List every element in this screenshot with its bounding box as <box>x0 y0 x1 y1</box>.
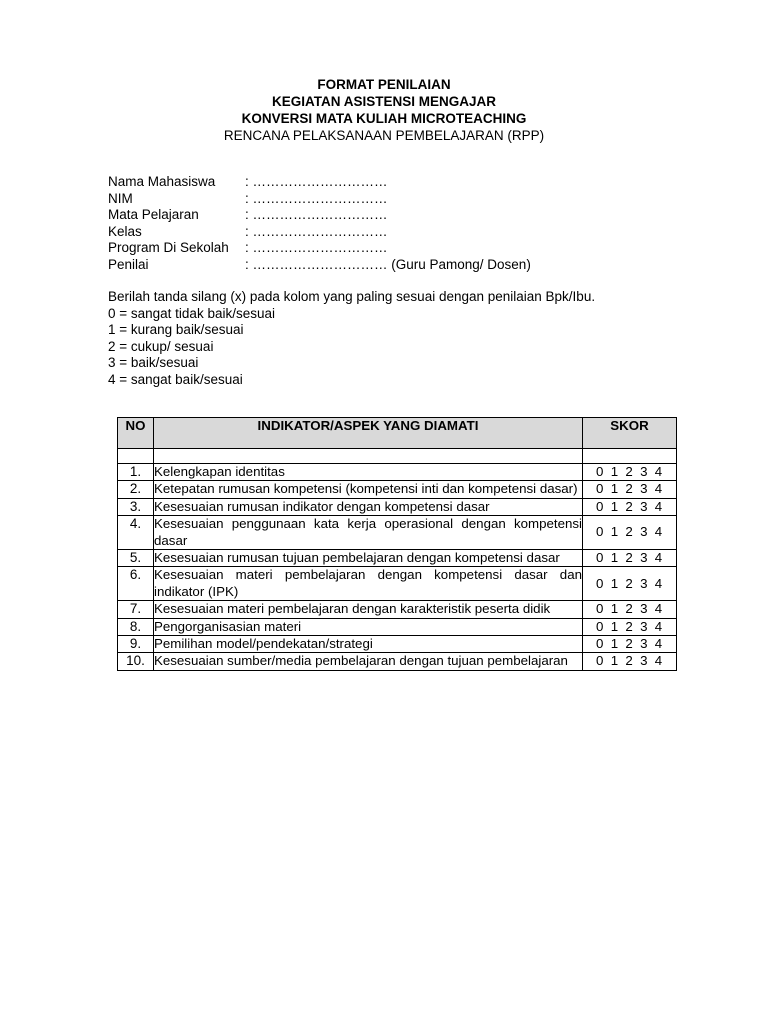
table-row <box>118 636 677 653</box>
spacer-cell <box>118 449 154 464</box>
field-nama-mahasiswa <box>108 174 531 191</box>
row-indicator: Kesesuaian sumber/media pembelajaran dengan tujuan pembelajaran <box>154 653 583 670</box>
row-number: 8. <box>118 618 154 635</box>
row-number: 3. <box>118 498 154 515</box>
field-value: : ………………………… <box>245 174 388 189</box>
row-number: 7. <box>118 601 154 618</box>
field-mata-pelajaran <box>108 207 531 224</box>
row-score-options[interactable]: 0 1 2 3 4 <box>583 550 677 567</box>
table-row <box>118 516 677 550</box>
field-label: Nama Mahasiswa <box>108 174 216 189</box>
title-line-2: KEGIATAN ASISTENSI MENGAJAR <box>271 94 496 109</box>
field-value: : ………………………… <box>245 190 388 206</box>
row-number: 1. <box>118 464 154 481</box>
row-indicator: Kesesuaian penggunaan kata kerja operasional dengan kompetensi dasar <box>154 516 582 548</box>
title-line-4: RENCANA PELAKSANAAN PEMBELAJARAN (RPP) <box>223 128 545 143</box>
row-score-options[interactable]: 0 1 2 3 4 <box>583 601 677 618</box>
field-value: : ………………………… <box>245 223 388 239</box>
field-penilai <box>108 257 531 274</box>
row-number: 6. <box>118 567 154 601</box>
row-score-options[interactable]: 0 1 2 3 4 <box>583 567 677 601</box>
table-row <box>118 464 677 481</box>
row-number: 5. <box>118 550 154 567</box>
scale-item: 0 = sangat tidak baik/sesuai <box>108 305 275 321</box>
row-score-options[interactable]: 0 1 2 3 4 <box>583 464 677 481</box>
scale-item: 2 = cukup/ sesuai <box>108 338 214 354</box>
row-score-options[interactable]: 0 1 2 3 4 <box>583 636 677 653</box>
table-row <box>118 550 677 567</box>
header-score: SKOR <box>583 418 677 449</box>
row-score-options[interactable]: 0 1 2 3 4 <box>583 516 677 550</box>
row-indicator: Ketepatan rumusan kompetensi (kompetensi inti dan kompetensi dasar) <box>154 481 583 498</box>
row-indicator: Kesesuaian rumusan indikator dengan kompetensi dasar <box>154 498 583 515</box>
table-row <box>118 653 677 670</box>
table-row <box>118 481 677 498</box>
table-spacer-row <box>118 449 677 464</box>
title-line-3: KONVERSI MATA KULIAH MICROTEACHING <box>241 111 527 126</box>
table-row <box>118 618 677 635</box>
field-label: NIM <box>108 190 133 206</box>
identity-fields <box>108 174 531 274</box>
table-header-row <box>118 418 677 449</box>
instructions <box>108 289 595 389</box>
row-indicator: Pemilihan model/pendekatan/strategi <box>154 636 583 653</box>
field-label: Mata Pelajaran <box>108 207 199 223</box>
row-score-options[interactable]: 0 1 2 3 4 <box>583 618 677 635</box>
instructions-intro: Berilah tanda silang (x) pada kolom yang paling sesuai dengan penilaian Bpk/Ibu. <box>108 289 596 304</box>
row-score-options[interactable]: 0 1 2 3 4 <box>583 653 677 670</box>
document-title <box>0 76 768 144</box>
row-indicator: Kesesuaian materi pembelajaran dengan karakteristik peserta didik <box>154 601 583 618</box>
assessment-table <box>117 417 677 671</box>
row-indicator: Kesesuaian materi pembelajaran dengan kompetensi dasar dan indikator (IPK) <box>154 567 582 599</box>
header-indicator: INDIKATOR/ASPEK YANG DIAMATI <box>154 418 583 449</box>
field-label: Penilai <box>108 256 149 272</box>
field-label: Kelas <box>108 223 142 239</box>
row-number: 10. <box>118 653 154 670</box>
row-number: 4. <box>118 516 154 550</box>
title-line-1: FORMAT PENILAIAN <box>317 77 451 92</box>
row-number: 9. <box>118 636 154 653</box>
field-value: : ………………………… <box>245 240 388 256</box>
table-row <box>118 601 677 618</box>
row-score-options[interactable]: 0 1 2 3 4 <box>583 481 677 498</box>
header-no: NO <box>118 418 154 449</box>
row-indicator: Pengorganisasian materi <box>154 618 583 635</box>
field-value: : ………………………… (Guru Pamong/ Dosen) <box>245 256 531 272</box>
row-indicator: Kelengkapan identitas <box>154 464 583 481</box>
field-label: Program Di Sekolah <box>108 240 229 256</box>
row-number: 2. <box>118 481 154 498</box>
scale-item: 4 = sangat baik/sesuai <box>108 371 243 387</box>
row-indicator: Kesesuaian rumusan tujuan pembelajaran dengan kompetensi dasar <box>154 550 583 567</box>
table-row <box>118 567 677 601</box>
field-kelas <box>108 224 531 241</box>
scale-item: 1 = kurang baik/sesuai <box>108 322 244 338</box>
row-score-options[interactable]: 0 1 2 3 4 <box>583 498 677 515</box>
scale-item: 3 = baik/sesuai <box>108 355 199 371</box>
field-program-di-sekolah <box>108 240 531 257</box>
field-value: : ………………………… <box>245 207 388 223</box>
spacer-cell <box>583 449 677 464</box>
table-row <box>118 498 677 515</box>
spacer-cell <box>154 449 583 464</box>
field-nim <box>108 191 531 208</box>
